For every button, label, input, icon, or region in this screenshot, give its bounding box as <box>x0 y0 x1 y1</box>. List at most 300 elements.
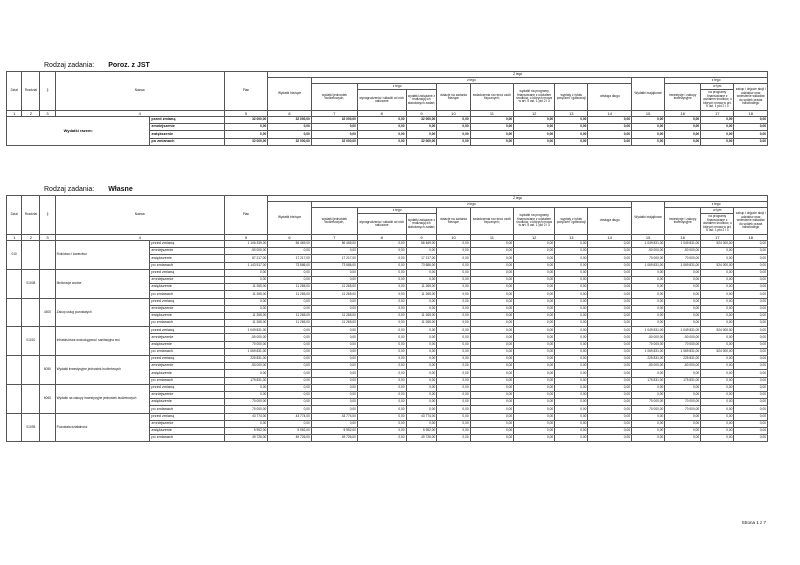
amount-cell: 11 265,00 <box>406 320 437 327</box>
amount-cell: 0,00 <box>470 291 514 298</box>
amount-cell: 0,00 <box>588 406 632 413</box>
amount-cell: 0,00 <box>311 406 357 413</box>
amount-cell: 5 952,00 <box>406 427 437 434</box>
paragraf-cell <box>40 269 55 298</box>
amount-cell: 0,00 <box>268 377 312 384</box>
amount-cell: 0,00 <box>357 327 406 334</box>
amount-cell: 0,00 <box>514 406 555 413</box>
amount-cell: 11 265,00 <box>311 320 357 327</box>
amount-cell: 0,00 <box>701 391 734 398</box>
amount-cell: 0,00 <box>406 334 437 341</box>
amount-cell: 0,00 <box>357 348 406 355</box>
amount-cell: 0,00 <box>437 356 470 363</box>
amount-cell: 0,00 <box>224 276 268 283</box>
amount-cell: 0,00 <box>701 427 734 434</box>
amount-cell: 0,00 <box>470 341 514 348</box>
amount-cell: 0,00 <box>357 248 406 255</box>
amount-cell: 0,00 <box>588 305 632 312</box>
amount-cell: 0,00 <box>734 284 768 291</box>
amount-cell: 0,00 <box>357 241 406 248</box>
amount-cell: 0,00 <box>665 131 701 138</box>
amount-cell: 0,00 <box>701 356 734 363</box>
row-type-label: zmniejszenie <box>150 305 224 312</box>
amount-cell: 0,00 <box>588 377 632 384</box>
amount-cell: 0,00 <box>357 370 406 377</box>
column-number: 3 <box>40 235 55 241</box>
amount-cell: 0,00 <box>734 420 768 427</box>
amount-cell: 0,00 <box>224 269 268 276</box>
section-title-2 <box>44 186 133 193</box>
amount-cell: 0,00 <box>514 320 555 327</box>
amount-cell: 0,00 <box>437 312 470 319</box>
amount-cell: 0,00 <box>268 124 312 131</box>
amount-cell: 0,00 <box>632 435 665 442</box>
nazwa-cell: Pozostała działalność <box>55 413 150 442</box>
amount-cell: 0,00 <box>555 348 588 355</box>
amount-cell: 0,00 <box>665 413 701 420</box>
header-swiadczenia: świadczenia na rzecz osób fizycznych; <box>470 208 514 235</box>
column-number: 12 <box>514 111 555 117</box>
amount-cell: 1 049 831,00 <box>632 241 665 248</box>
amount-cell: 0,00 <box>588 384 632 391</box>
amount-cell: 49 726,00 <box>311 435 357 442</box>
amount-cell: 0,00 <box>588 138 632 145</box>
amount-cell: 5 952,00 <box>224 427 268 434</box>
amount-cell: 0,00 <box>470 305 514 312</box>
amount-cell: 0,00 <box>357 131 406 138</box>
amount-cell: 0,00 <box>514 370 555 377</box>
budget-table-1 <box>6 71 768 146</box>
amount-cell: 0,00 <box>555 291 588 298</box>
column-number: 18 <box>734 111 768 117</box>
amount-cell: 0,00 <box>588 341 632 348</box>
amount-cell: 0,00 <box>555 356 588 363</box>
amount-cell: 0,00 <box>357 363 406 370</box>
amount-cell: 0,00 <box>555 269 588 276</box>
amount-cell: 0,00 <box>224 420 268 427</box>
header-inwestycje: inwestycje i zakupy inwestycyjne <box>665 208 701 235</box>
amount-cell: 0,00 <box>555 255 588 262</box>
amount-cell: 0,00 <box>701 305 734 312</box>
amount-cell: 0,00 <box>224 391 268 398</box>
amount-cell: 0,00 <box>701 341 734 348</box>
column-number: 17 <box>701 235 734 241</box>
amount-cell: 1 049 831,00 <box>665 241 701 248</box>
amount-cell: 175 831,00 <box>632 377 665 384</box>
amount-cell: 0,00 <box>665 312 701 319</box>
amount-cell: 175 831,00 <box>224 377 268 384</box>
row-type-label: przed zmianą <box>150 384 224 391</box>
amount-cell: 0,00 <box>701 435 734 442</box>
amount-cell: 1 049 831,00 <box>632 327 665 334</box>
header-inwestycje: inwestycje i zakupy inwestycyjne <box>665 84 701 111</box>
amount-cell: 0,00 <box>665 435 701 442</box>
amount-cell: 0,00 <box>437 391 470 398</box>
nazwa-cell: Wydatki inwestycyjne jednostek budżetowych <box>55 356 150 385</box>
amount-cell: 0,00 <box>437 370 470 377</box>
amount-cell: 0,00 <box>632 124 665 131</box>
amount-cell: 0,00 <box>437 131 470 138</box>
amount-cell: 0,00 <box>357 377 406 384</box>
amount-cell: 0,00 <box>514 420 555 427</box>
amount-cell: 0,00 <box>665 138 701 145</box>
nazwa-cell: Melioracje wodne <box>55 269 150 298</box>
amount-cell: 49 726,00 <box>224 435 268 442</box>
amount-cell: 0,00 <box>311 327 357 334</box>
amount-cell: 0,00 <box>470 124 514 131</box>
amount-cell: 0,00 <box>514 312 555 319</box>
row-type-label: przed zmianą <box>150 241 224 248</box>
amount-cell: 0,00 <box>588 356 632 363</box>
amount-cell: 0,00 <box>357 320 406 327</box>
amount-cell: 175 831,00 <box>665 377 701 384</box>
amount-cell: 0,00 <box>470 248 514 255</box>
header-w-tym: w tym <box>701 84 734 90</box>
amount-cell: 70 000,00 <box>632 341 665 348</box>
dzial-cell <box>7 269 22 298</box>
amount-cell: 0,00 <box>357 356 406 363</box>
row-type-label: zwiększenie <box>150 341 224 348</box>
page-number: Strona 1 z 7 <box>741 520 766 525</box>
amount-cell: 0,00 <box>588 241 632 248</box>
amount-cell: 0,00 <box>734 363 768 370</box>
header-swiadczenia: świadczenia na rzecz osób fizycznych; <box>470 84 514 111</box>
amount-cell: 0,00 <box>588 391 632 398</box>
amount-cell: 0,00 <box>357 384 406 391</box>
amount-cell: 0,00 <box>224 370 268 377</box>
amount-cell: 0,00 <box>406 384 437 391</box>
rozdzial-cell <box>22 384 40 413</box>
amount-cell: 17 217,00 <box>311 255 357 262</box>
amount-cell: 0,00 <box>734 370 768 377</box>
amount-cell: 0,00 <box>514 391 555 398</box>
row-type-label: zwiększenie <box>150 312 224 319</box>
amount-cell: 0,00 <box>357 269 406 276</box>
amount-cell: 0,00 <box>734 255 768 262</box>
amount-cell: 11 265,00 <box>224 320 268 327</box>
header-dotacje: dotacje na zadania bieżące <box>437 84 470 111</box>
paragraf-cell: 4300 <box>40 298 55 327</box>
header-wydatki-zwiazane: wydatki związane z realizacją ich statutowych zadań; <box>406 214 437 235</box>
amount-cell: 1 069 831,00 <box>224 348 268 355</box>
amount-cell: 0,00 <box>588 427 632 434</box>
column-number: 15 <box>632 235 665 241</box>
amount-cell: 17 217,00 <box>268 255 312 262</box>
amount-cell: 0,00 <box>701 406 734 413</box>
amount-cell: 0,00 <box>555 427 588 434</box>
amount-cell: 0,00 <box>470 391 514 398</box>
amount-cell: 0,00 <box>437 241 470 248</box>
amount-cell: 0,00 <box>437 117 470 124</box>
amount-cell: 1 049 831,00 <box>224 327 268 334</box>
amount-cell: 0,00 <box>734 269 768 276</box>
header-z-tego-biezace: z tego <box>311 202 631 208</box>
amount-cell: 11 265,00 <box>311 312 357 319</box>
nazwa-cell: Wydatki na zakupy inwestycyjne jednostek budżetowych <box>55 384 150 413</box>
amount-cell: 0,00 <box>406 348 437 355</box>
row-type-label: przed zmianą <box>150 298 224 305</box>
amount-cell: 0,00 <box>406 370 437 377</box>
header-z-tego-jednostek: z tego <box>357 84 436 90</box>
header-na-programy: na programy finansowane z udziałem środków, o których mowa w art. 5 ust. 1 pkt 2 i 3 <box>701 214 734 235</box>
header-z-tego-jednostek: z tego <box>357 208 436 214</box>
amount-cell: 0,00 <box>588 363 632 370</box>
row-type-label: zwiększenie <box>150 370 224 377</box>
amount-cell: 0,00 <box>588 435 632 442</box>
amount-cell: 0,00 <box>734 377 768 384</box>
amount-cell: 0,00 <box>406 363 437 370</box>
header-wydatki-majatkowe: Wydatki majątkowe <box>632 78 665 111</box>
amount-cell: -50 000,00 <box>632 334 665 341</box>
header-plan: Plan <box>224 196 268 235</box>
amount-cell: 0,00 <box>268 406 312 413</box>
amount-cell: 0,00 <box>437 435 470 442</box>
amount-cell: 0,00 <box>588 284 632 291</box>
amount-cell: 524 000,00 <box>701 241 734 248</box>
amount-cell: 0,00 <box>406 327 437 334</box>
amount-cell: 0,00 <box>632 131 665 138</box>
amount-cell: 0,00 <box>588 298 632 305</box>
amount-cell: 0,00 <box>311 305 357 312</box>
header-rozdzial: Rozdział <box>22 196 40 235</box>
amount-cell: 0,00 <box>632 284 665 291</box>
amount-cell: 0,00 <box>470 117 514 124</box>
amount-cell: 32 000,00 <box>311 117 357 124</box>
amount-cell: 87 217,00 <box>224 255 268 262</box>
amount-cell: 0,00 <box>470 262 514 269</box>
amount-cell: 11 265,00 <box>268 284 312 291</box>
amount-cell: 1 143 517,00 <box>224 262 268 269</box>
amount-cell: 0,00 <box>406 399 437 406</box>
column-number: 14 <box>588 235 632 241</box>
amount-cell: 0,00 <box>311 298 357 305</box>
amount-cell: 70 000,00 <box>632 406 665 413</box>
amount-cell: 0,00 <box>514 377 555 384</box>
amount-cell: 0,00 <box>555 327 588 334</box>
amount-cell: 0,00 <box>406 269 437 276</box>
header-dzial: Dział <box>7 196 22 235</box>
amount-cell: 0,00 <box>701 399 734 406</box>
header-zakup-akcji: zakup i objęcie akcji i udziałów oraz wniesienie wkładów do spółek prawa handlowego <box>734 84 768 111</box>
nazwa-cell: Infrastruktura wodociągowa i sanitacyjna wsi <box>55 327 150 356</box>
amount-cell: 0,00 <box>470 312 514 319</box>
amount-cell: 1 069 831,00 <box>632 262 665 269</box>
amount-cell: 0,00 <box>470 276 514 283</box>
amount-cell: 49 726,00 <box>406 435 437 442</box>
amount-cell: 0,00 <box>588 117 632 124</box>
paragraf-cell: 6050 <box>40 356 55 385</box>
header-wynagrodzenia: wynagrodzenia i składki od nich naliczane <box>357 214 406 235</box>
amount-cell: 0,00 <box>555 406 588 413</box>
amount-cell: 0,00 <box>555 384 588 391</box>
amount-cell: 0,00 <box>470 377 514 384</box>
amount-cell: 0,00 <box>555 420 588 427</box>
amount-cell: 0,00 <box>632 312 665 319</box>
rozdzial-cell <box>22 356 40 385</box>
header-wydatki-majatkowe: Wydatki majątkowe <box>632 202 665 235</box>
amount-cell: 0,00 <box>734 117 768 124</box>
dzial-cell <box>7 327 22 356</box>
amount-cell: 0,00 <box>734 138 768 145</box>
amount-cell: 11 265,00 <box>268 312 312 319</box>
amount-cell: 0,00 <box>311 341 357 348</box>
row-type-label: zmniejszenie <box>150 276 224 283</box>
amount-cell: 0,00 <box>734 348 768 355</box>
header-z-tego: Z tego <box>268 196 768 202</box>
header-wydatki-zwiazane: wydatki związane z realizacją ich statutowych zadań; <box>406 90 437 111</box>
amount-cell: 0,00 <box>734 298 768 305</box>
amount-cell: 5 952,00 <box>311 427 357 434</box>
amount-cell: 1 049 831,00 <box>665 327 701 334</box>
amount-cell: 0,00 <box>437 255 470 262</box>
amount-cell: 0,00 <box>555 320 588 327</box>
amount-cell: 32 000,00 <box>311 138 357 145</box>
amount-cell: 225 831,00 <box>632 356 665 363</box>
section-value: Poroz. z JST <box>108 62 150 69</box>
amount-cell: 0,00 <box>357 255 406 262</box>
amount-cell: 0,00 <box>357 124 406 131</box>
amount-cell: 0,00 <box>470 284 514 291</box>
row-type-label: przed zmianą <box>150 356 224 363</box>
amount-cell: 73 686,00 <box>268 262 312 269</box>
amount-cell: 0,00 <box>555 117 588 124</box>
nazwa-cell: Rolnictwo i łowiectwo <box>55 241 150 270</box>
amount-cell: 32 000,00 <box>224 117 268 124</box>
amount-cell: 0,00 <box>437 334 470 341</box>
amount-cell: 0,00 <box>555 377 588 384</box>
amount-cell: 0,00 <box>555 305 588 312</box>
amount-cell: 0,00 <box>406 305 437 312</box>
amount-cell: 0,00 <box>470 363 514 370</box>
amount-cell: 0,00 <box>632 427 665 434</box>
amount-cell: 0,00 <box>406 124 437 131</box>
amount-cell: 0,00 <box>632 413 665 420</box>
rozdzial-cell: 01008 <box>22 269 40 298</box>
amount-cell: 0,00 <box>437 377 470 384</box>
amount-cell: 0,00 <box>514 356 555 363</box>
row-type-label: zmniejszenie <box>150 420 224 427</box>
column-number: 8 <box>357 235 406 241</box>
amount-cell: 0,00 <box>734 334 768 341</box>
amount-cell: 43 774,00 <box>268 413 312 420</box>
amount-cell: 0,00 <box>632 391 665 398</box>
header-programy: wydatki na programy finansowane z udziałem środków, o których mowa w art. 5 ust. 1 pkt 2 i 3 <box>514 208 555 235</box>
amount-cell: 0,00 <box>701 377 734 384</box>
amount-cell: 0,00 <box>701 370 734 377</box>
header-poreczenia: wypłaty z tytułu poręczeń i gwarancji <box>555 84 588 111</box>
amount-cell: 0,00 <box>437 427 470 434</box>
amount-cell: 0,00 <box>357 334 406 341</box>
column-number: 4 <box>55 235 224 241</box>
amount-cell: 0,00 <box>588 276 632 283</box>
amount-cell: 0,00 <box>734 124 768 131</box>
amount-cell: 11 265,00 <box>406 284 437 291</box>
amount-cell: 0,00 <box>701 131 734 138</box>
header-dotacje: dotacje na zadania bieżące <box>437 208 470 235</box>
column-number: 6 <box>268 235 312 241</box>
amount-cell: 0,00 <box>268 276 312 283</box>
amount-cell: 0,00 <box>357 413 406 420</box>
amount-cell: 0,00 <box>555 399 588 406</box>
amount-cell: 0,00 <box>734 327 768 334</box>
amount-cell: 0,00 <box>734 241 768 248</box>
row-type-label: po zmianach <box>150 262 224 269</box>
amount-cell: 0,00 <box>632 138 665 145</box>
amount-cell: 0,00 <box>665 320 701 327</box>
amount-cell: 0,00 <box>555 138 588 145</box>
amount-cell: 0,00 <box>514 269 555 276</box>
header-w-tym: w tym <box>701 208 734 214</box>
amount-cell: 0,00 <box>268 334 312 341</box>
column-number: 16 <box>665 235 701 241</box>
amount-cell: 0,00 <box>357 420 406 427</box>
amount-cell: 0,00 <box>632 269 665 276</box>
amount-cell: 0,00 <box>357 276 406 283</box>
amount-cell: 0,00 <box>514 334 555 341</box>
amount-cell: 0,00 <box>701 312 734 319</box>
amount-cell: 0,00 <box>701 413 734 420</box>
amount-cell: 11 265,00 <box>268 291 312 298</box>
amount-cell: 32 000,00 <box>224 138 268 145</box>
row-type-label: zmniejszenie <box>150 248 224 255</box>
row-type-label: zwiększenie <box>150 131 224 138</box>
amount-cell: 0,00 <box>701 363 734 370</box>
row-type-label: przed zmianą <box>150 269 224 276</box>
amount-cell: 0,00 <box>665 370 701 377</box>
amount-cell: 70 000,00 <box>665 255 701 262</box>
amount-cell: 0,00 <box>514 435 555 442</box>
amount-cell: 0,00 <box>514 291 555 298</box>
rozdzial-cell <box>22 241 40 270</box>
amount-cell: 0,00 <box>588 327 632 334</box>
amount-cell: 0,00 <box>734 399 768 406</box>
amount-cell: 0,00 <box>734 312 768 319</box>
amount-cell: 0,00 <box>734 427 768 434</box>
amount-cell: -50 000,00 <box>665 248 701 255</box>
row-type-label: zwiększenie <box>150 255 224 262</box>
amount-cell: 0,00 <box>268 298 312 305</box>
amount-cell: 49 726,00 <box>268 435 312 442</box>
amount-cell: 5 952,00 <box>268 427 312 434</box>
amount-cell: 0,00 <box>588 370 632 377</box>
amount-cell: 0,00 <box>514 276 555 283</box>
amount-cell: -50 000,00 <box>224 334 268 341</box>
amount-cell: 0,00 <box>632 291 665 298</box>
amount-cell: 0,00 <box>437 420 470 427</box>
row-type-label: zmniejszenie <box>150 391 224 398</box>
column-number: 10 <box>437 235 470 241</box>
header-nazwa: Nazwa <box>55 196 224 235</box>
amount-cell: 0,00 <box>632 298 665 305</box>
header-wydatki-jednostek: wydatki jednostek budżetowych, <box>311 208 357 235</box>
header-z-tego-biezace: z tego <box>311 78 631 84</box>
column-number: 1 <box>7 111 22 117</box>
row-type-label: zmniejszenie <box>150 124 224 131</box>
amount-cell: 0,00 <box>437 124 470 131</box>
amount-cell: 0,00 <box>734 413 768 420</box>
amount-cell: 0,00 <box>311 348 357 355</box>
amount-cell: 0,00 <box>406 377 437 384</box>
amount-cell: 0,00 <box>734 291 768 298</box>
amount-cell: 0,00 <box>470 370 514 377</box>
amount-cell: 0,00 <box>632 305 665 312</box>
amount-cell: 0,00 <box>470 320 514 327</box>
row-type-label: po zmianach <box>150 435 224 442</box>
amount-cell: 0,00 <box>224 298 268 305</box>
header-paragraf: § <box>40 196 55 235</box>
column-number: 8 <box>357 111 406 117</box>
amount-cell: 0,00 <box>514 248 555 255</box>
